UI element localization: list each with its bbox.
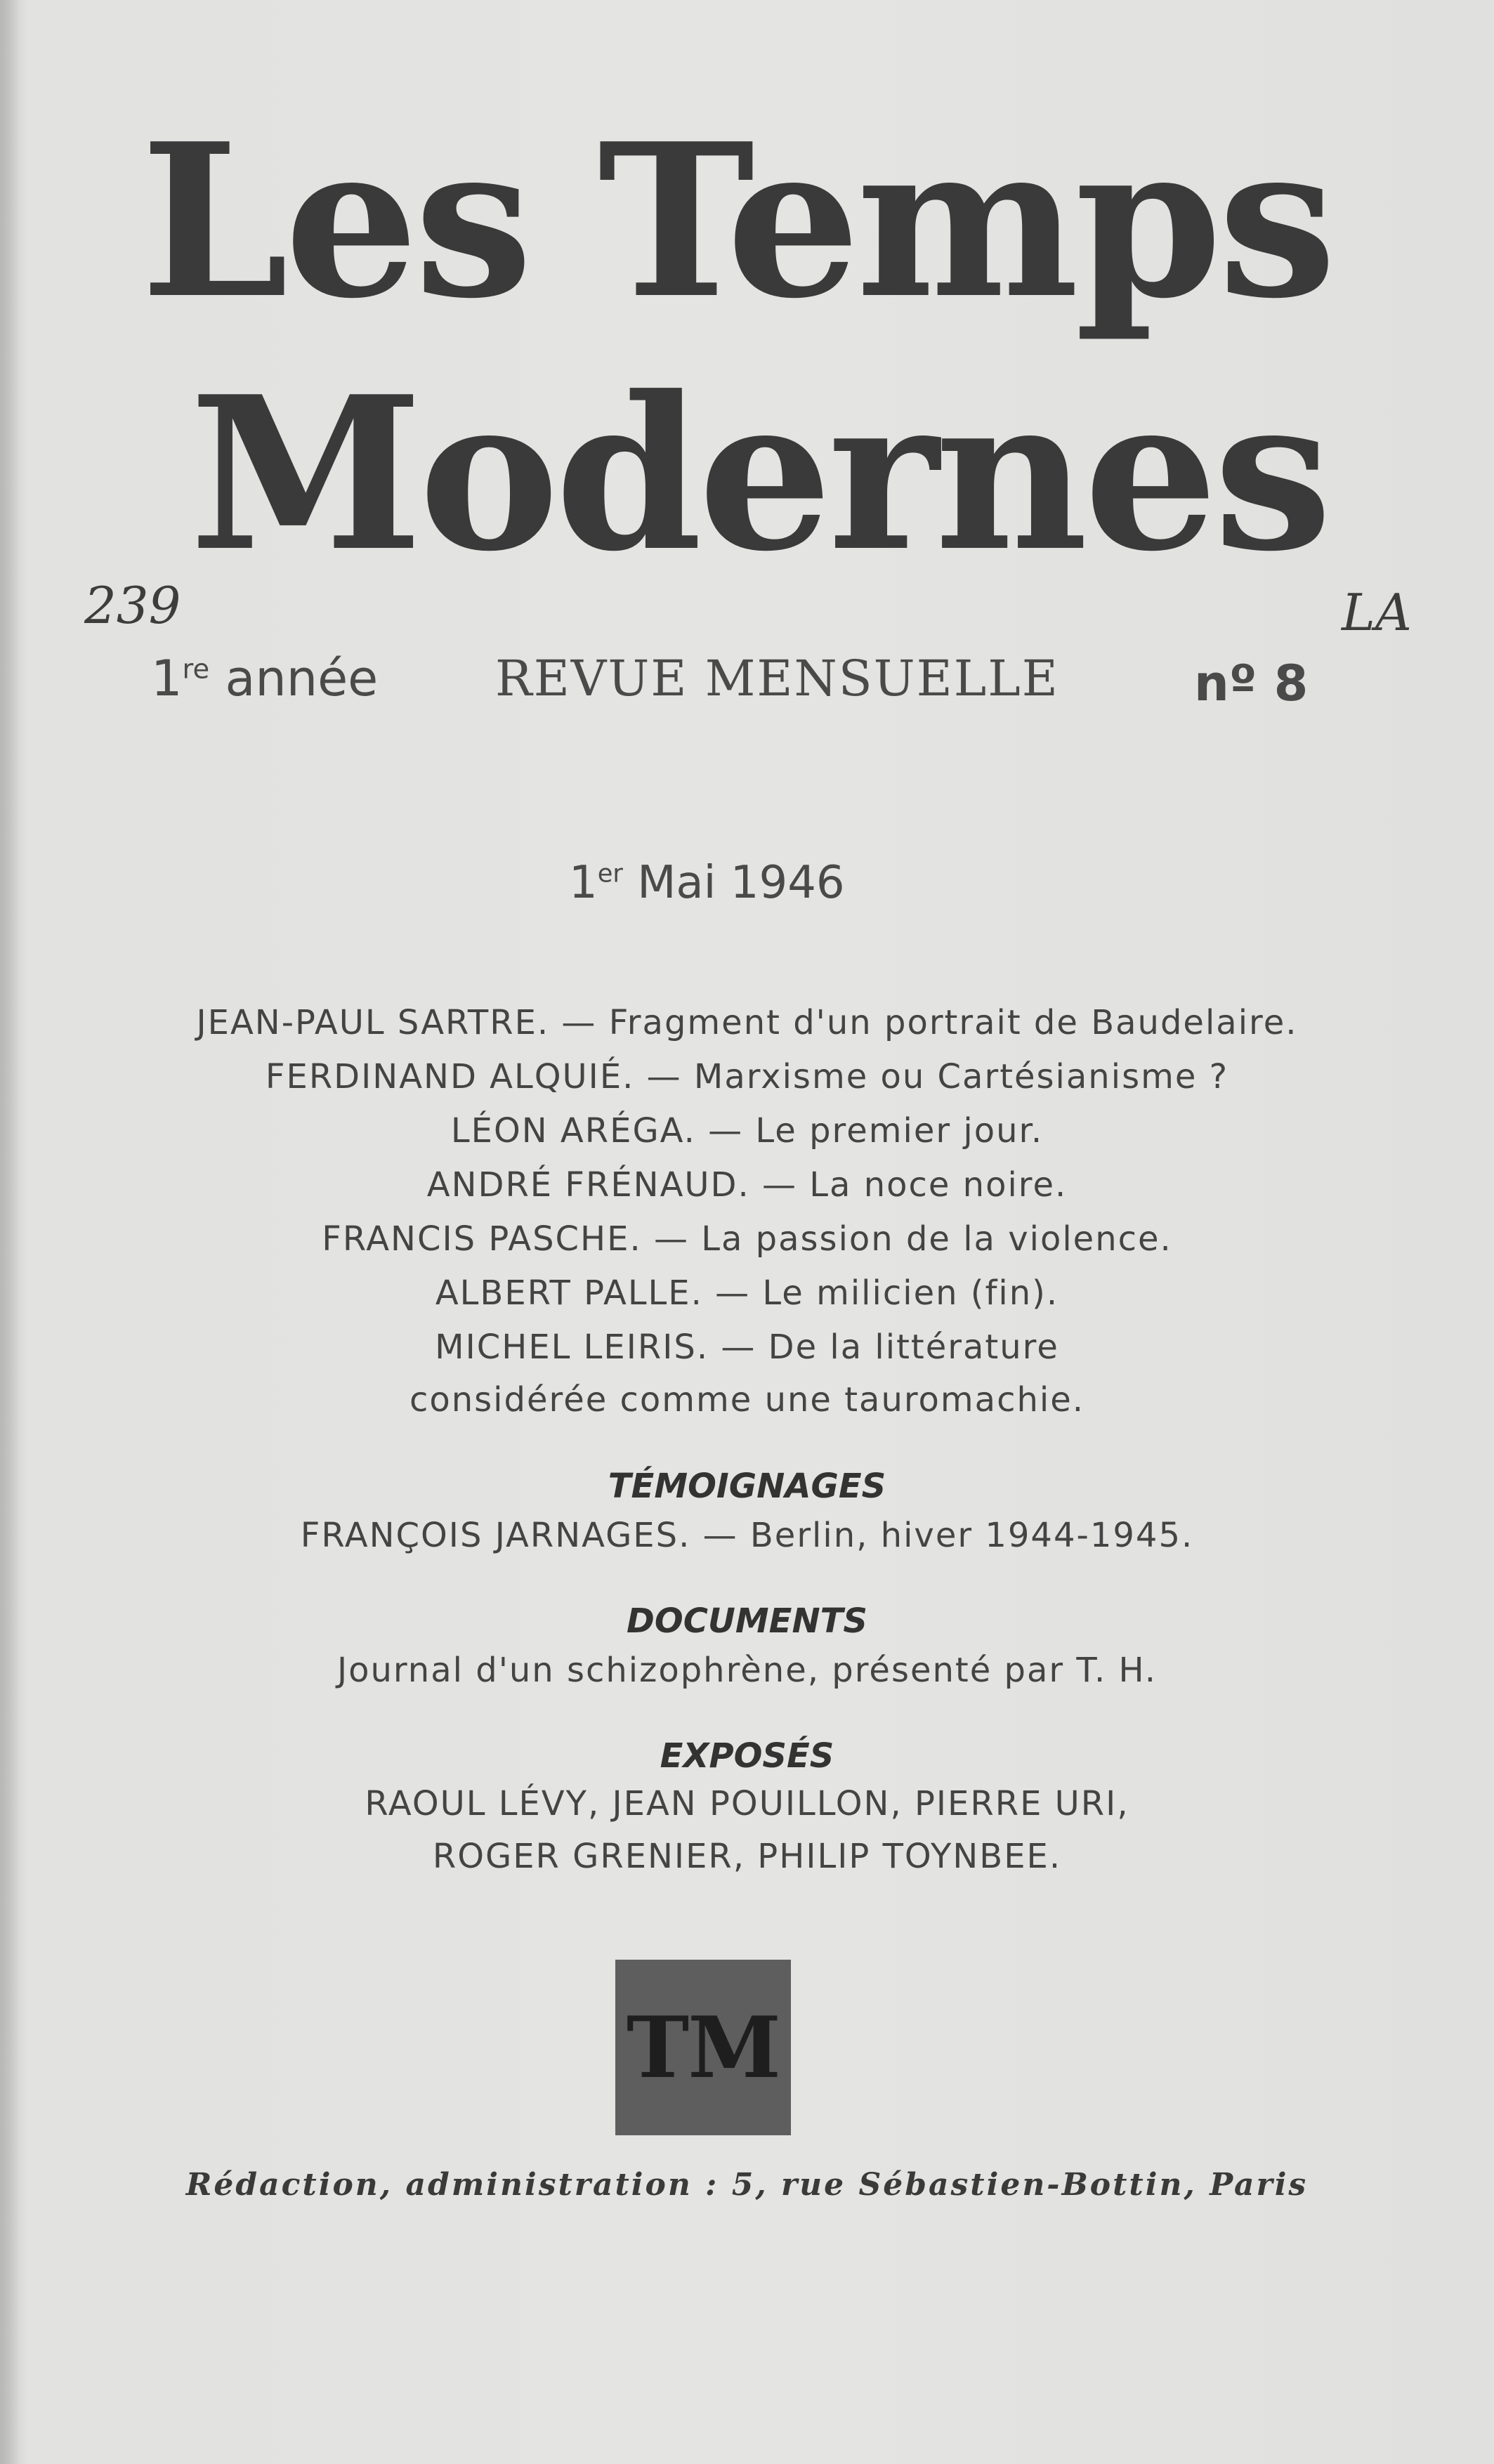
exposes-heading: EXPOSÉS	[660, 1736, 834, 1776]
tm-logo-text: TM	[626, 1998, 780, 2097]
issue-date	[569, 857, 845, 909]
toc-line: MICHEL LEIRIS. — De la littérature	[435, 1328, 1059, 1367]
issue-number: nº 8	[1194, 655, 1309, 712]
date-day: 1	[569, 857, 598, 909]
handwritten-number: 239	[84, 576, 181, 635]
editorial-address: Rédaction, administration : 5, rue Sébastien-Bottin, Paris	[185, 2167, 1309, 2203]
title-line-1: Les Temps	[140, 97, 1332, 345]
documents-line: Journal d'un schizophrène, présenté par T. H.	[336, 1651, 1158, 1690]
exposes-line: ROGER GRENIER, PHILIP TOYNBEE.	[432, 1837, 1062, 1876]
date-day-suffix: er	[597, 859, 623, 889]
temoignages-heading: TÉMOIGNAGES	[608, 1467, 886, 1506]
documents-heading: DOCUMENTS	[627, 1601, 867, 1641]
toc-line: JEAN-PAUL SARTRE. — Fragment d'un portrait de Baudelaire.	[196, 1003, 1298, 1042]
temoignages-line: FRANÇOIS JARNAGES. — Berlin, hiver 1944-1945.	[300, 1516, 1194, 1555]
handwritten-initials: LA	[1342, 583, 1412, 642]
year-label	[151, 650, 378, 707]
toc-line: FERDINAND ALQUIÉ. — Marxisme ou Cartésianisme ?	[265, 1057, 1229, 1096]
year-suffix: re	[182, 653, 210, 686]
tm-logo	[615, 1960, 791, 2135]
exposes-line: RAOUL LÉVY, JEAN POUILLON, PIERRE URI,	[365, 1784, 1129, 1823]
date-rest: Mai 1946	[637, 857, 845, 909]
toc-line: considérée comme une tauromachie.	[409, 1380, 1085, 1420]
toc-line: ALBERT PALLE. — Le milicien (fin).	[435, 1273, 1059, 1313]
revue-type: REVUE MENSUELLE	[495, 650, 1059, 707]
title-line-2: Modernes	[190, 350, 1328, 598]
toc-line: LÉON ARÉGA. — Le premier jour.	[450, 1111, 1044, 1151]
toc-line: FRANCIS PASCHE. — La passion de la violence.	[322, 1219, 1172, 1259]
toc-line: ANDRÉ FRÉNAUD. — La noce noire.	[426, 1165, 1068, 1205]
year-word: année	[225, 650, 379, 707]
year-number: 1	[151, 650, 183, 707]
